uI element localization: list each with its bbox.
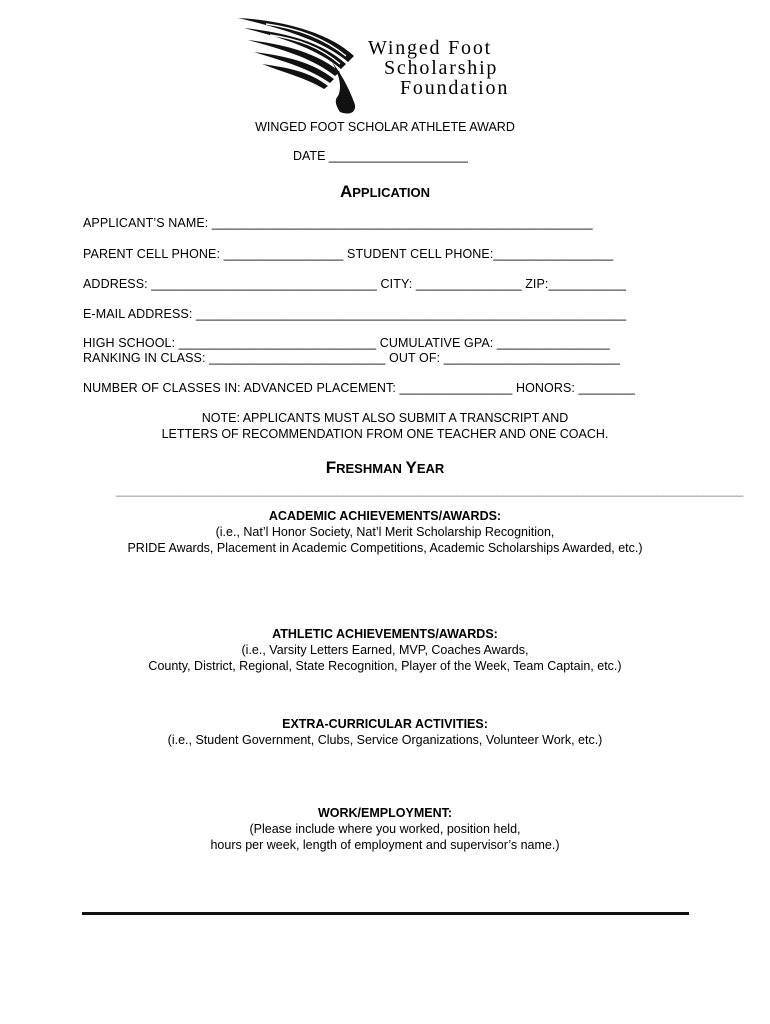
academic-line-2: PRIDE Awards, Placement in Academic Competitions, Academic Scholarships Awarded, etc.) <box>127 541 643 555</box>
work-heading: WORK/EMPLOYMENT: <box>317 806 453 820</box>
note-line-2: LETTERS OF RECOMMENDATION FROM ONE TEACHER AND ONE COACH. <box>161 427 609 441</box>
athletic-heading: ATHLETIC ACHIEVEMENTS/AWARDS: <box>272 627 498 641</box>
athletic-line-1: (i.e., Varsity Letters Earned, MVP, Coaches Awards, <box>241 643 529 657</box>
freshman-year-title <box>0 458 770 478</box>
extracurricular-block <box>0 716 770 748</box>
email-field[interactable]: E-MAIL ADDRESS: _____________________________________________________________ <box>83 307 627 321</box>
freshman-rest-2: EAR <box>416 461 445 476</box>
work-block <box>0 805 770 853</box>
phone-fields[interactable]: PARENT CELL PHONE: _________________ STUDENT CELL PHONE:_________________ <box>83 247 614 261</box>
logo-line-1: Winged Foot <box>368 37 492 59</box>
footer-rule <box>82 912 689 915</box>
logo-wordmark <box>368 38 509 98</box>
athletic-line-2: County, District, Regional, State Recognition, Player of the Week, Team Captain, etc.) <box>148 659 622 673</box>
freshman-cap-2: Y <box>405 458 417 477</box>
award-title: WINGED FOOT SCHOLAR ATHLETE AWARD <box>255 120 515 134</box>
date-field[interactable]: DATE ____________________ <box>293 149 468 163</box>
academic-line-1: (i.e., Nat’l Honor Society, Nat’l Merit Scholarship Recognition, <box>215 525 555 539</box>
logo-line-3: Foundation <box>400 77 510 99</box>
application-title-rest: PPLICATION <box>352 185 431 200</box>
applicant-name-field[interactable]: APPLICANT’S NAME: ______________________________________________________ <box>83 216 593 230</box>
logo-line-2: Scholarship <box>384 57 499 79</box>
note-line-1: NOTE: APPLICANTS MUST ALSO SUBMIT A TRANSCRIPT AND <box>201 411 569 425</box>
address-fields[interactable]: ADDRESS: ________________________________ CITY: _______________ ZIP:___________ <box>83 277 627 291</box>
freshman-cap-1: F <box>325 458 337 477</box>
athletic-block <box>0 626 770 674</box>
freshman-rest-1: RESHMAN <box>336 461 406 476</box>
academic-heading: ACADEMIC ACHIEVEMENTS/AWARDS: <box>268 509 502 523</box>
application-title-cap: A <box>339 182 353 201</box>
classes-fields[interactable]: NUMBER OF CLASSES IN: ADVANCED PLACEMENT: ________________ HONORS: ________ <box>83 381 635 395</box>
note-block <box>0 410 770 442</box>
high-school-gpa-fields[interactable]: HIGH SCHOOL: ____________________________ CUMULATIVE GPA: ________________ <box>83 336 610 350</box>
extracurricular-line-1: (i.e., Student Government, Clubs, Service Organizations, Volunteer Work, etc.) <box>167 733 603 747</box>
academic-block <box>0 508 770 556</box>
winged-foot-logo-icon <box>236 16 366 116</box>
extracurricular-heading: EXTRA-CURRICULAR ACTIVITIES: <box>282 717 488 731</box>
ranking-fields[interactable]: RANKING IN CLASS: _________________________ OUT OF: _________________________ <box>83 351 621 365</box>
application-title <box>0 182 770 202</box>
work-line-2: hours per week, length of employment and supervisor’s name.) <box>210 838 560 852</box>
work-line-1: (Please include where you worked, position held, <box>249 822 521 836</box>
section-divider: ______________________________________________________________________________________________ <box>116 483 744 497</box>
